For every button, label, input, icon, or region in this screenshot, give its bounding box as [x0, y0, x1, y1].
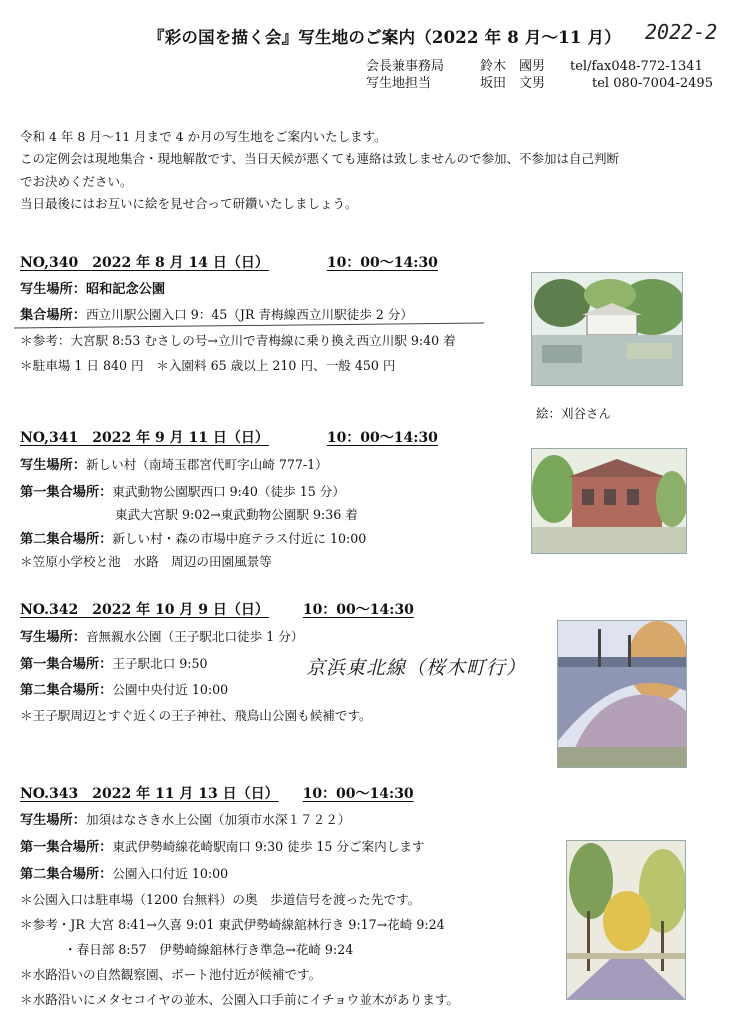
line-text: 公園入口付近 10:00	[112, 866, 229, 881]
line-label: 写生場所：	[20, 282, 86, 297]
section-343-place	[20, 809, 350, 828]
section-time: 10：00〜14:30	[326, 430, 438, 446]
section-341-note: ＊笠原小学校と池 水路 周辺の田園風景等	[20, 554, 272, 569]
strikethrough-line	[14, 323, 484, 329]
section-341-meeting-1	[20, 481, 345, 500]
section-343-note-5: ＊水路沿いにメタセコイヤの並木、公園入口手前にイチョウ並木があります。	[20, 992, 460, 1007]
handwritten-note: 京浜東北線（桜木町行）	[306, 657, 527, 679]
intro-line: でお決めください。	[20, 173, 133, 189]
intro-line: この定例会は現地集合・現地解散です、当日天候が悪くても連絡は致しませんので参加、不参加は自己判断	[20, 151, 620, 167]
intro-line: 当日最後にはお互いに絵を見せ合って研鑽いたしましょう。	[20, 196, 358, 212]
section-340-note-1: ＊参考：大宮駅 8:53 むさしの号→立川で青梅線に乗り換え西立川駅 9:40 着	[20, 333, 456, 348]
section-341-heading	[20, 427, 438, 447]
line-text: 西立川駅公園入口 9：45（JR 青梅線西立川駅徒歩 2 分）	[85, 307, 413, 322]
section-time: 10：00〜14:30	[326, 255, 438, 271]
painting-caption: 絵：刈谷さん	[536, 406, 612, 421]
section-343-meeting-2	[20, 863, 228, 882]
section-342-heading	[20, 599, 414, 619]
page-title: 『彩の国を描く会』写生地のご案内（2022 年 8 月〜11 月）	[148, 28, 621, 47]
section-date: NO,341 2022 年 9 月 11 日（日）	[20, 430, 269, 446]
section-343-note-2: ＊参考・JR 大宮 8:41→久喜 9:01 東武伊勢崎線舘林行き 9:17→花崎 9:24	[20, 917, 445, 932]
line-text: 音無親水公園（王子駅北口徒歩 1 分）	[85, 629, 304, 644]
line-label: 第二集合場所：	[20, 867, 113, 882]
section-340-place	[20, 278, 165, 297]
painting-showa-park	[531, 272, 683, 386]
line-label: 写生場所：	[20, 813, 86, 828]
intro-paragraph	[20, 126, 619, 216]
painting-otonashi-park	[557, 620, 687, 768]
section-342-note: ＊王子駅周辺とすぐ近くの王子神社、飛鳥山公園も候補です。	[20, 708, 372, 723]
line-label: 写生場所：	[20, 630, 86, 645]
line-text: 東武動物公園駅西口 9:40（徒歩 15 分）	[112, 484, 345, 499]
section-340-heading	[20, 252, 438, 272]
contact-role: 会長兼事務局	[366, 59, 445, 74]
handwritten-note-top: 2022-2	[645, 20, 718, 44]
line-label: 第一集合場所：	[20, 840, 113, 855]
line-label: 写生場所：	[20, 458, 86, 473]
section-340-note-2: ＊駐車場 1 日 840 円 ＊入園料 65 歳以上 210 円、一般 450 円	[20, 358, 396, 373]
line-label: 第一集合場所：	[20, 485, 113, 500]
section-340-meeting	[20, 304, 413, 323]
line-text: 東武伊勢崎線花崎駅南口 9:30 徒歩 15 分ご案内します	[112, 839, 425, 854]
line-text: 新しい村・森の市場中庭テラス付近に 10:00	[112, 531, 367, 546]
line-label: 集合場所：	[20, 308, 86, 323]
contact-row-1	[366, 58, 703, 75]
section-343-note-4: ＊水路沿いの自然観察園、ボート池付近が候補です。	[20, 967, 322, 982]
contact-tel: tel 080-7004-2495	[592, 76, 713, 91]
section-343-note-3: ・春日部 8:57 伊勢崎線舘林行き準急→花崎 9:24	[64, 942, 354, 957]
section-342-place	[20, 626, 303, 645]
line-label: 第二集合場所：	[20, 532, 113, 547]
painting-atarashii-mura	[531, 448, 687, 554]
contact-name: 坂田 文男	[480, 76, 546, 91]
contact-tel: tel/fax048-772-1341	[570, 59, 703, 74]
section-343-note-1: ＊公園入口は駐車場（1200 台無料）の奥 歩道信号を渡った先です。	[20, 892, 421, 907]
line-text: 公園中央付近 10:00	[112, 682, 229, 697]
section-time: 10：00〜14:30	[302, 602, 414, 618]
section-341-meeting-2	[20, 528, 366, 547]
intro-line: 令和 4 年 8 月〜11 月まで 4 か月の写生地をご案内いたします。	[20, 129, 387, 144]
section-date: NO,340 2022 年 8 月 14 日（日）	[20, 255, 269, 271]
line-text: 新しい村（南埼玉郡宮代町字山崎 777-1）	[85, 457, 328, 472]
section-342-meeting-2	[20, 679, 228, 698]
section-341-train: 東武大宮駅 9:02→東武動物公園駅 9:36 着	[115, 507, 358, 522]
section-343-meeting-1	[20, 836, 425, 855]
section-341-place	[20, 454, 328, 473]
section-date: NO.343 2022 年 11 月 13 日（日）	[20, 786, 279, 802]
section-time: 10：00〜14:30	[302, 786, 414, 802]
contact-role: 写生地担当	[366, 76, 432, 91]
contact-name: 鈴木 國男	[480, 59, 546, 74]
section-342-meeting-1	[20, 653, 208, 672]
contact-row-2	[366, 75, 713, 92]
line-label: 第二集合場所：	[20, 683, 113, 698]
line-text: 王子駅北口 9:50	[112, 656, 208, 671]
line-text: 昭和記念公園	[85, 282, 166, 297]
section-date: NO.342 2022 年 10 月 9 日（日）	[20, 602, 269, 618]
painting-kazo-park	[566, 840, 686, 1000]
line-text: 加須はなさき水上公園（加須市水深１７２２）	[85, 812, 351, 827]
section-343-heading	[20, 783, 414, 803]
line-label: 第一集合場所：	[20, 657, 113, 672]
